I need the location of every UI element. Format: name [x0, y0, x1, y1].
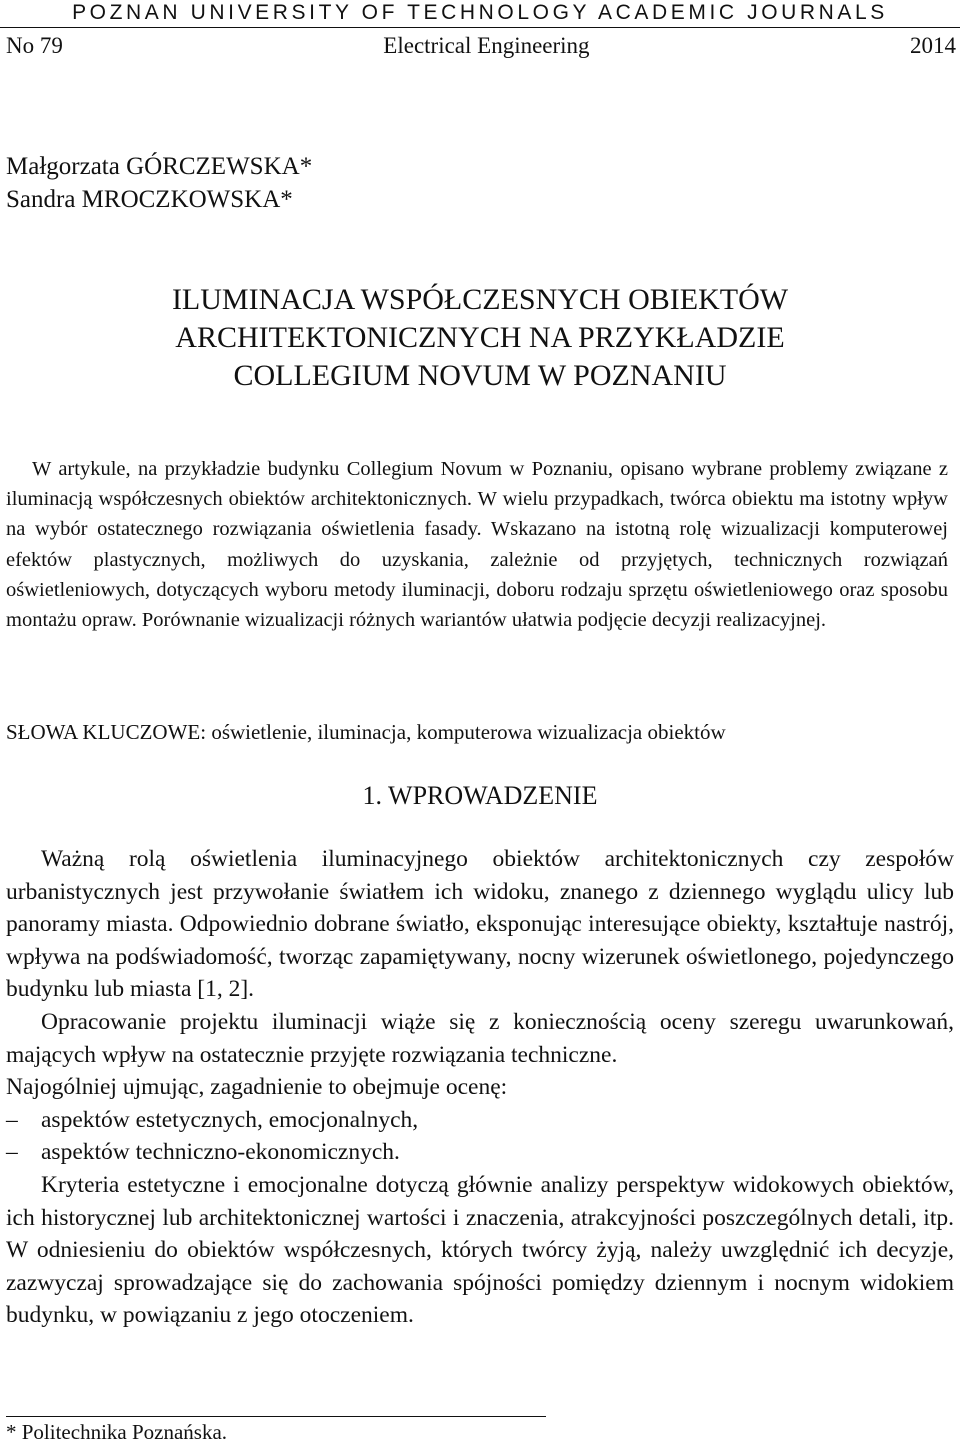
paragraph: Opracowanie projektu iluminacji wiąże się z koniecznością oceny szeregu uwarunkowań, mających wpływ na ostatecznie przyjęte rozwiązania techniczne.	[6, 1008, 954, 1068]
paragraph: Kryteria estetyczne i emocjonalne dotyczą głównie analizy perspektyw widokowych obiektów, ich historycznej lub architektonicznej wartości i znaczenia, atrakcyjności poszczególnych detali, itp. W odniesieniu do obiektów współczesnych, których twórcy żyją, należy uwzględnić ich decyzje, zazwyczaj sprowadzające się do zachowania spójności pomiędzy dziennym i nocnym widokiem budynku, w powiązaniu z jego otoczeniem.	[6, 1171, 954, 1329]
journal-name: POZNAN UNIVERSITY OF TECHNOLOGY ACADEMIC JOURNALS	[72, 1, 888, 24]
paper-title	[0, 281, 960, 395]
footnote-rule	[6, 1416, 546, 1417]
bullet-list	[6, 1104, 954, 1169]
list-item	[6, 1136, 954, 1169]
issue-line	[6, 32, 956, 60]
issue-year: 2014	[909, 33, 956, 58]
keywords: SŁOWA KLUCZOWE: oświetlenie, iluminacja, komputerowa wizualizacja obiektów	[6, 720, 726, 744]
dash-icon: –	[6, 1139, 18, 1166]
title-line: ARCHITEKTONICZNYCH NA PRZYKŁADZIE	[175, 321, 785, 354]
section-heading: 1. WPROWADZENIE	[362, 781, 598, 810]
dash-icon: –	[6, 1106, 18, 1133]
abstract: W artykule, na przykładzie budynku Collegium Novum w Poznaniu, opisano wybrane problemy związane z iluminacją współczesnych obiektów architektonicznych. W wielu przypadkach, twórca obiektu ma istotny wpływ na wybór ostatecznego rozwiązania oświetlenia fasady. Wskazano na istotną rolę wizualizacji komputerowej efektów plastycznych, możliwych do uzyskania, zależnie od przyjętych, technicznych rozwiązań oświetleniowych, dotyczących wyboru metody iluminacji, doboru rodzaju sprzętu oświetleniowego oraz sposobu montażu opraw. Porównanie wizualizacji różnych wariantów ułatwia podjęcie decyzji realizacyjnej.	[6, 458, 948, 632]
issue-number: No 79	[6, 33, 63, 58]
list-item-text: aspektów techniczno-ekonomicznych.	[41, 1139, 400, 1166]
author-name: Małgorzata GÓRCZEWSKA*	[6, 153, 313, 180]
body-text	[6, 843, 954, 1332]
footnote: * Politechnika Poznańska.	[6, 1420, 228, 1444]
paragraph: Ważną rolą oświetlenia iluminacyjnego obiektów architektonicznych czy zespołów urbanistycznych jest przywołanie światłem ich widoku, znanego z dziennego wyglądu ulicy lub panoramy miasta. Odpowiednio dobrane światło, eksponując interesujące obiekty, kształtuje nastrój, wpływa na podświadomość, tworząc zapamiętywany, nocny wizerunek oświetlonego, pojedynczego budynku lub miasta [1, 2].	[6, 846, 954, 1003]
list-item-text: aspektów estetycznych, emocjonalnych,	[41, 1106, 419, 1133]
author-name: Sandra MROCZKOWSKA*	[6, 186, 293, 213]
title-line: COLLEGIUM NOVUM W POZNANIU	[233, 359, 727, 392]
author-list	[6, 150, 312, 216]
list-item	[6, 1104, 954, 1137]
paragraph: Najogólniej ujmując, zagadnienie to obejmuje ocenę:	[6, 1074, 508, 1101]
header-rule	[0, 27, 960, 28]
title-line: ILUMINACJA WSPÓŁCZESNYCH OBIEKTÓW	[171, 283, 789, 316]
journal-field: Electrical Engineering	[383, 33, 590, 58]
